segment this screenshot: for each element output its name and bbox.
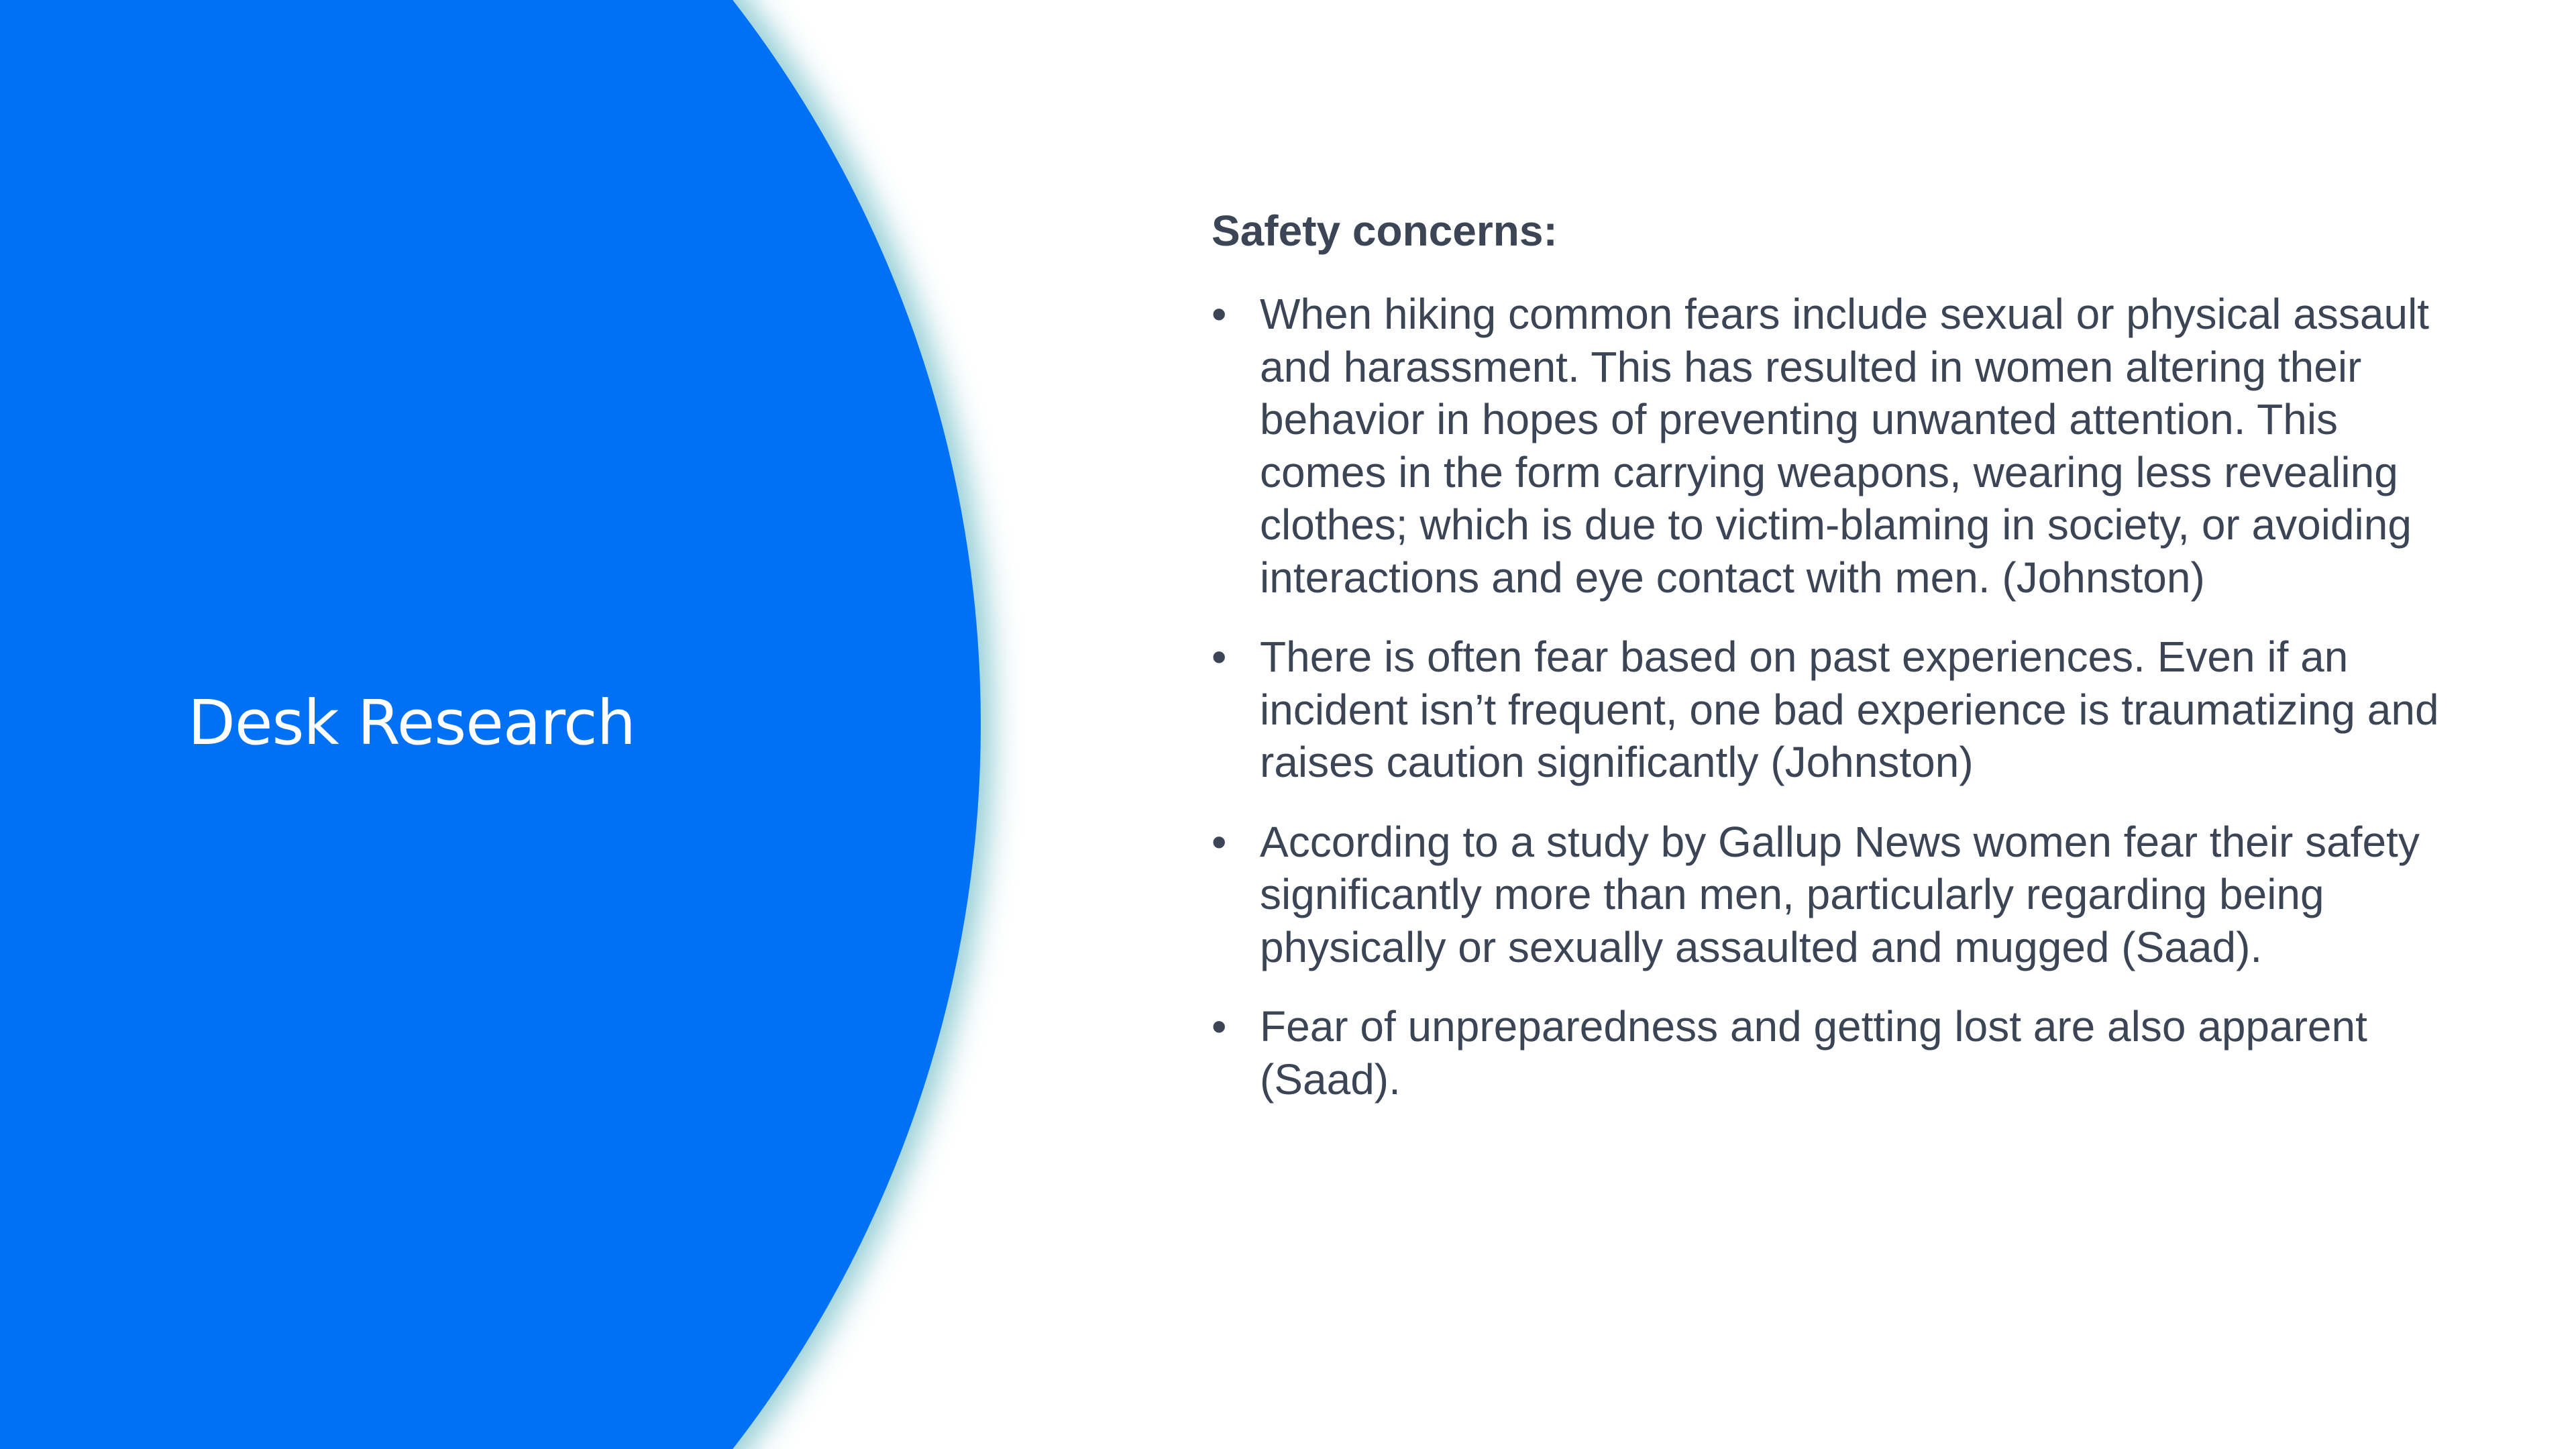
bullet-item bbox=[1212, 816, 2459, 974]
content-area bbox=[1212, 205, 2459, 1132]
bullet-item bbox=[1212, 288, 2459, 604]
section-heading: Safety concerns: bbox=[1212, 207, 1558, 255]
bullet-text: When hiking common fears include sexual or physical assault and harassment. This has resulted in women altering their behavior in hopes of preventing unwanted attention. This comes in the form carrying weapons, wearing less revealing clothes; which is due to victim-blaming in society, or avoiding interactions and eye contact with men. (Johnston) bbox=[1260, 290, 2430, 602]
slide-title: Desk Research bbox=[188, 687, 635, 759]
bullet-text: There is often fear based on past experiences. Even if an incident isn’t frequent, one bad experience is traumatizing and raises caution significantly (Johnston) bbox=[1260, 633, 2439, 786]
bullet-text: Fear of unpreparedness and getting lost are also apparent (Saad). bbox=[1260, 1002, 2367, 1104]
bullet-item bbox=[1212, 631, 2459, 789]
bullet-dot-icon: • bbox=[1212, 817, 1227, 866]
bullet-list bbox=[1212, 288, 2459, 1106]
bullet-item bbox=[1212, 1000, 2459, 1106]
bullet-dot-icon: • bbox=[1212, 290, 1227, 338]
bullet-text: According to a study by Gallup News women fear their safety significantly more than men, particularly regarding being physically or sexually assaulted and mugged (Saad). bbox=[1260, 817, 2420, 971]
bullet-dot-icon: • bbox=[1212, 1002, 1227, 1051]
bullet-dot-icon: • bbox=[1212, 633, 1227, 681]
